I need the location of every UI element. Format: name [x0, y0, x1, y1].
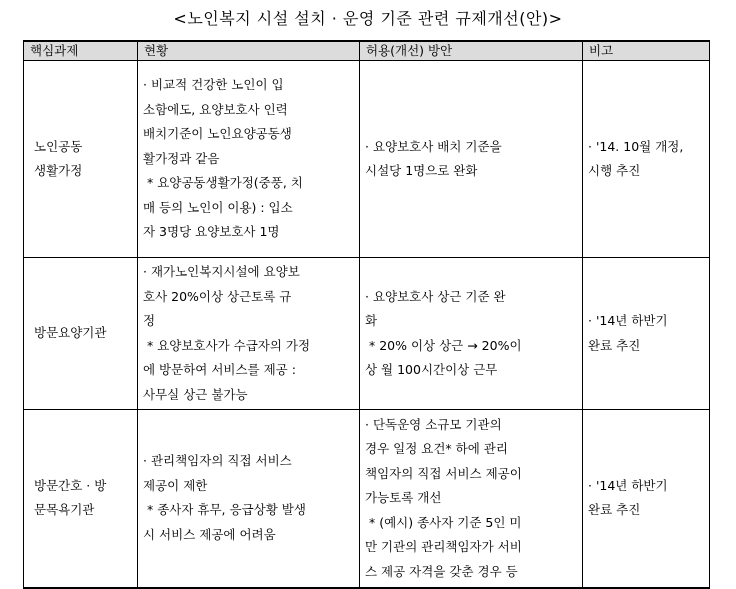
remark-line: 완료 추진 [588, 337, 641, 353]
status-line: 소함에도, 요양보호사 인력 [143, 101, 288, 117]
remark-cell [583, 410, 710, 588]
status-line: 활가정과 같음 [143, 150, 220, 166]
header-row [24, 41, 710, 61]
task-line: 생활가정 [34, 163, 83, 178]
task-line: 노인공동 [34, 138, 83, 154]
plan-note: 스 제공 자격을 갖춘 경우 등 [365, 563, 518, 579]
plan-line: · 요양보호사 배치 기준을 [365, 138, 502, 154]
header-plan: 허용(개선) 방안 [360, 41, 583, 61]
task-cell [24, 61, 138, 258]
status-note: 시 서비스 제공에 어려움 [143, 526, 276, 542]
table-row [24, 61, 710, 258]
plan-note: 상 월 100시간이상 근무 [365, 362, 498, 377]
status-cell [138, 61, 360, 258]
status-note: * 요양보호사가 수급자의 가정 [143, 337, 311, 353]
plan-line: 경우 일정 요건* 하에 관리 [365, 441, 508, 456]
plan-line: · 단독운영 소규모 기관의 [365, 416, 502, 432]
plan-cell [360, 410, 583, 588]
plan-cell [360, 258, 583, 410]
plan-note: 만 기관의 관리책임자가 서비 [365, 539, 522, 554]
page-title: <노인복지 시설 설치 · 운영 기준 관련 규제개선(안)> [173, 9, 563, 28]
status-cell [138, 410, 360, 588]
status-line: 제공이 제한 [143, 477, 208, 493]
plan-note: * (예시) 종사자 기준 5인 미 [365, 514, 522, 530]
table-row [24, 410, 710, 588]
plan-note: * 20% 이상 상근 → 20%이 [365, 337, 522, 353]
status-cell [138, 258, 360, 410]
remark-line: 시행 추진 [588, 163, 641, 178]
status-line: · 재가노인복지시설에 요양보 [143, 264, 300, 279]
status-line: 배치기준이 노인요양공동생 [143, 126, 292, 142]
plan-line: 가능토록 개선 [365, 490, 442, 505]
plan-line: 화 [365, 313, 378, 328]
remark-cell [583, 258, 710, 410]
status-line: 호사 20%이상 상근토록 규 [143, 288, 292, 304]
remark-cell [583, 61, 710, 258]
header-task: 핵심과제 [24, 41, 138, 61]
remark-line: 완료 추진 [588, 502, 641, 518]
plan-cell [360, 61, 583, 258]
regulation-table [23, 40, 710, 589]
status-line: 정 [143, 313, 156, 328]
plan-line: 책임자의 직접 서비스 제공이 [365, 465, 522, 481]
task-cell [24, 258, 138, 410]
status-note: 매 등의 노인이 이용) : 입소 [143, 199, 293, 215]
status-note: 사무실 상근 불가능 [143, 386, 248, 402]
status-note: * 요양공동생활가정(중풍, 치 [143, 175, 303, 191]
header-remark: 비고 [583, 41, 710, 61]
task-cell [24, 410, 138, 588]
plan-line: · 요양보호사 상근 기준 완 [365, 288, 506, 304]
status-line: · 관리책임자의 직접 서비스 [143, 453, 292, 469]
task-line: 방문간호 · 방 [34, 477, 107, 493]
remark-line: · '14년 하반기 [588, 477, 668, 493]
task-line: 방문요양기관 [34, 325, 107, 341]
header-status: 현황 [138, 41, 360, 61]
status-line: · 비교적 건강한 노인이 입 [143, 77, 284, 93]
table-row [24, 258, 710, 410]
remark-line: · '14. 10월 개정, [588, 138, 684, 154]
status-note: * 종사자 휴무, 응급상황 발생 [143, 502, 306, 518]
plan-line: 시설당 1명으로 완화 [365, 163, 478, 178]
remark-line: · '14년 하반기 [588, 313, 668, 328]
status-note: 에 방문하여 서비스를 제공 : [143, 362, 296, 377]
task-line: 문목욕기관 [34, 502, 95, 518]
status-note: 자 3명당 요양보호사 1명 [143, 224, 280, 240]
